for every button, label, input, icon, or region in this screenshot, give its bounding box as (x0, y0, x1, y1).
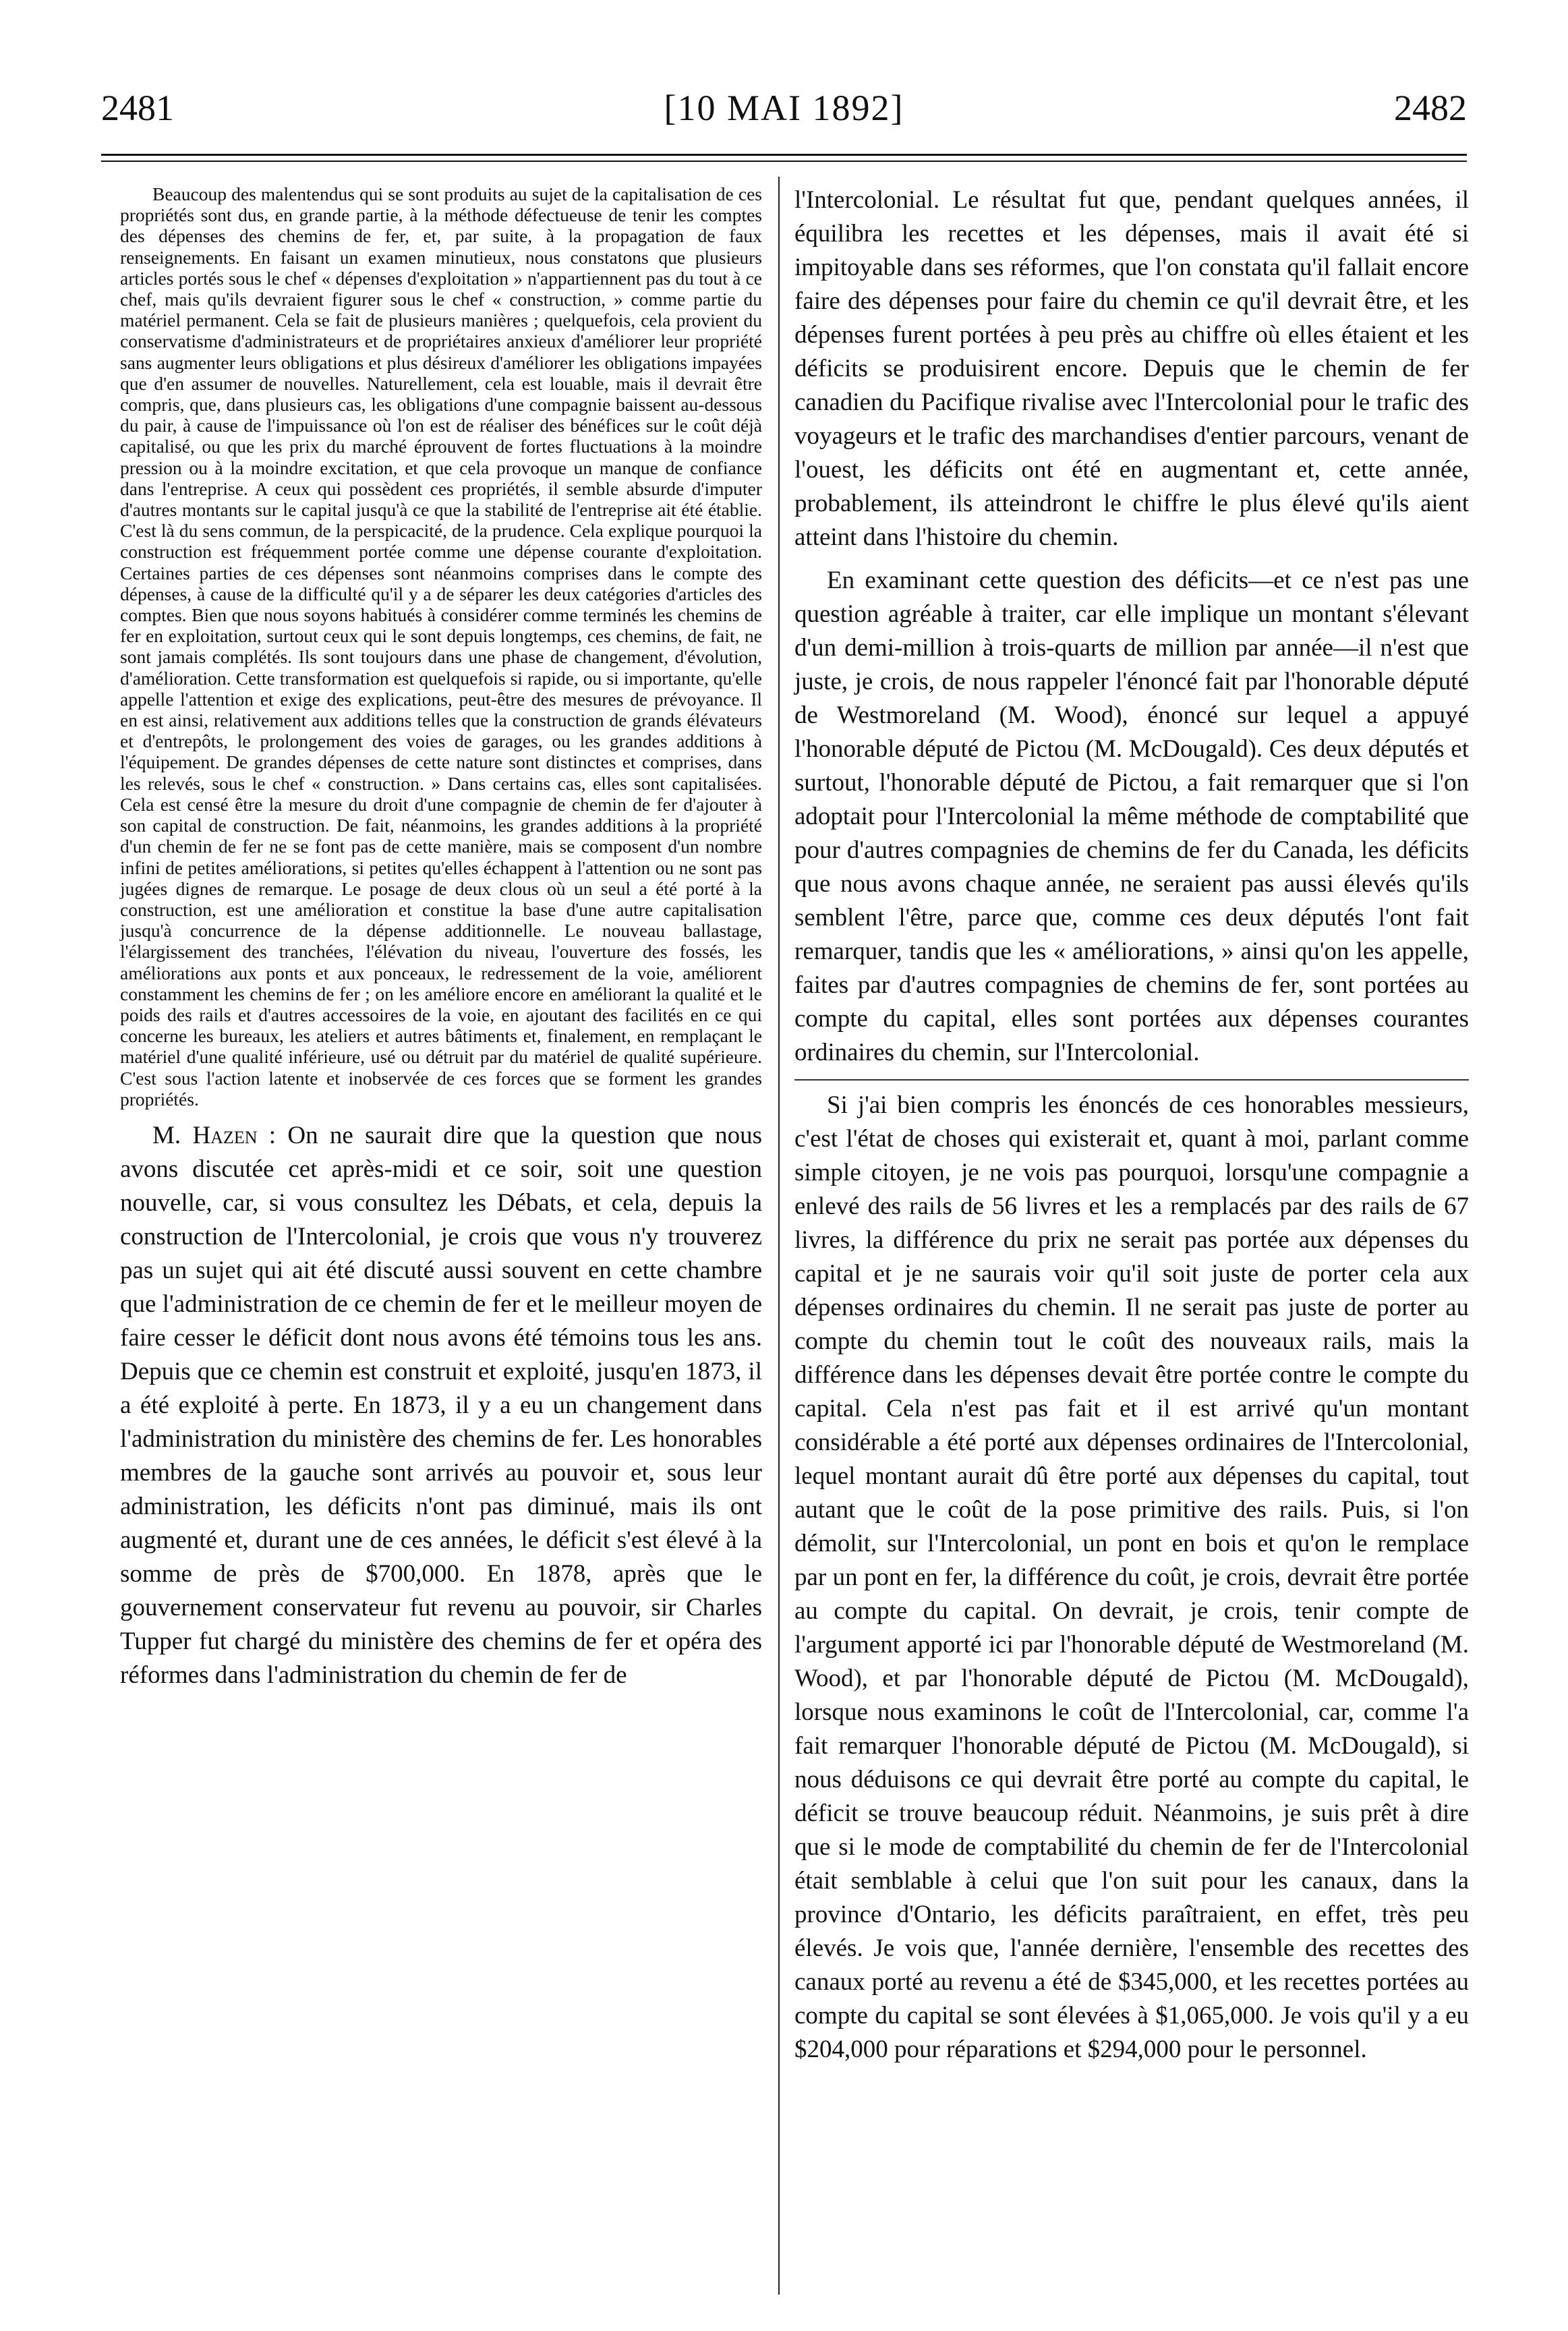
right-page-number: 2482 (1394, 88, 1467, 128)
paragraph-gap (120, 1110, 762, 1119)
session-date: [10 MAI 1892] (664, 88, 904, 128)
right-paragraph-2: En examinant cette question des déficits—et ce n'est pas une question agréable à traiter, car elle implique un montant s'élevant d'un demi-million à trois-quarts de million par année—il n'est que juste, je crois, de nous rappeler l'énoncé fait par l'honorable député de Westmoreland (M. Wood), énoncé sur lequel a appuyé l'honorable député de Pictou (M. McDougald). Ces deux députés et surtout, l'honorable député de Pictou, a fait remarquer que si l'on adoptait pour l'Intercolonial la même méthode de comptabilité que pour d'autres compagnies de chemins de fer du Canada, les déficits que nous avons chaque année, ne seraient pas aussi élevés qu'ils semblent l'être, parce que, comme ces deux députés l'ont fait remarquer, tandis que les « améliorations, » ainsi qu'on les appelle, faites par d'autres compagnies de chemins de fer, sont portées au compte du capital, elles sont portées aux dépenses courantes ordinaires du chemin, sur l'Intercolonial. (794, 567, 1469, 1066)
speaker-name: M. Hazen (152, 1121, 258, 1149)
header-rule-bottom (101, 161, 1467, 162)
left-column (120, 183, 762, 1702)
speech-text: : On ne saurait dire que la question que nous avons discutée cet après-midi et ce soir, soit une question nouvelle, car, si vous consultez les Débats, et cela, depuis la construction de l'Intercolonial, je crois que vous n'y trouverez pas un sujet qui ait été discuté aussi souvent en cette chambre que l'administration de ce chemin de fer et le meilleur moyen de faire cesser le déficit dont nous avons été témoins tous les ans. Depuis que ce chemin est construit et exploité, jusqu'en 1873, il a été exploité à perte. En 1873, il y a eu un changement dans l'administration du ministère des chemins de fer. Les honorables membres de la gauche sont arrivés au pouvoir et, sous leur administration, les déficits n'ont pas diminué, mais ils ont augmenté et, durant une de ces années, le déficit s'est élevé à la somme de près de $700,000. En 1878, après que le gouvernement conservateur fut revenu au pouvoir, sir Charles Tupper fut chargé du ministère des chemins de fer et opéra des réformes dans l'administration du chemin de fer de (120, 1121, 762, 1689)
page-header (101, 81, 1467, 148)
right-paragraph-3: Si j'ai bien compris les énoncés de ces honorables messieurs, c'est l'état de choses qui existerait et, quant à moi, parlant comme simple citoyen, je ne vois pas pourquoi, lorsqu'une compagnie a enlevé des rails de 56 livres et les a remplacés par des rails de 67 livres, la différence du prix ne serait pas portée aux dépenses du capital et je ne saurais voir qu'il soit juste de porter cela aux dépenses ordinaires du chemin. Il ne serait pas juste de porter au compte du chemin tout le coût des nouveaux rails, mais la différence dans les dépenses devait être portée contre le compte du capital. Cela n'est pas fait et il est arrivé qu'un montant considérable a été porté aux dépenses ordinaires de l'Intercolonial, lequel montant aurait dû être porté aux dépenses du capital, tout autant que le coût de la pose primitive des rails. Puis, si l'on démolit, sur l'Intercolonial, un pont en bois et qu'on le remplace par un pont en fer, la différence du coût, je crois, devrait être portée au compte du capital. On devrait, je crois, tenir compte de l'argument apporté ici par l'honorable député de Westmoreland (M. Wood), et par l'honorable député de Pictou (M. McDougald), lorsque nous examinons le coût de l'Intercolonial, car, comme l'a fait remarquer l'honorable député de Pictou (M. McDougald), si nous déduisons ce qui devrait être porté au compte du capital, le déficit se trouve beaucoup réduit. Néanmoins, je suis prêt à dire que si le mode de comptabilité du chemin de fer de l'Intercolonial était semblable à celui que l'on suit pour les canaux, dans la province d'Ontario, les déficits paraîtraient, en effet, très peu élevés. Je vois que, l'année dernière, l'ensemble des recettes des canaux porté au revenu a été de $345,000, et les recettes portées au compte du capital se sont élevées à $1,065,000. Je vois qu'il y a eu $204,000 pour réparations et $294,000 pour le personnel. (794, 1091, 1469, 2063)
header-rule-top (101, 154, 1467, 156)
right-column (794, 183, 1469, 2076)
left-page-number: 2481 (101, 88, 174, 128)
hazen-speech-paragraph (120, 1119, 762, 1692)
right-paragraph-1: l'Intercolonial. Le résultat fut que, pendant quelques années, il équilibra les recettes et les dépenses, mais il avait été si impitoyable dans ses réformes, que l'on constata qu'il fallait encore faire des dépenses pour faire du chemin ce qu'il devrait être, et les dépenses furent portées à peu près au chiffre où elles étaient et les déficits se produisirent encore. Depuis que le chemin de fer canadien du Pacifique rivalise avec l'Intercolonial pour le trafic des voyageurs et le trafic des marchandises d'entier parcours, venant de l'ouest, les déficits ont été en augmentant et, cette année, probablement, ils atteindront le chiffre le plus élevé qu'ils aient atteint dans l'histoire du chemin. (794, 186, 1469, 551)
small-print-paragraph: Beaucoup des malentendus qui se sont produits au sujet de la capitalisation de ces propriétés sont dus, en grande partie, à la méthode défectueuse de tenir les comptes des dépenses des chemins de fer, et, par suite, à la propagation de faux renseignements. En faisant un examen minutieux, nous constatons que plusieurs articles portés sous le chef « dépenses d'exploitation » n'appartiennent pas du tout à ce chef, mais qu'ils devraient figurer sous le chef « construction, » comme partie du matériel permanent. Cela se fait de plusieurs manières ; quelquefois, cela provient du conservatisme d'administrateurs et de propriétaires anxieux d'améliorer leur propriété sans augmenter leurs obligations et plus désireux d'améliorer les obligations impayées que d'en assumer de nouvelles. Naturellement, cela est louable, mais il devrait être compris, que, dans plusieurs cas, les obligations d'une compagnie baissent au-dessous du pair, à cause de l'impuissance où l'on est de réaliser des bénéfices sur le coût déjà capitalisé, ou que les prix du marché éprouvent de fortes fluctuations à la moindre pression ou à la moindre excitation, et que cela provoque un manque de confiance dans l'entreprise. A ceux qui possèdent ces propriétés, il semble absurde d'imputer d'autres montants sur le capital jusqu'à ce que la stabilité de l'entreprise ait été établie. C'est là du sens commun, de la perspicacité, de la prudence. Cela explique pourquoi la construction est fréquemment portée comme une dépense courante d'exploitation. Certaines parties de ces dépenses sont néanmoins comprises dans le compte des dépenses, à cause de la difficulté qu'il y a de séparer les deux catégories d'articles des comptes. Bien que nous soyons habitués à considérer comme terminés les chemins de fer en exploitation, surtout ceux qui le sont depuis longtemps, ces chemins, de fait, ne sont jamais complétés. Ils sont toujours dans une phase de changement, d'évolution, d'amélioration. Cette transformation est quelquefois si rapide, ou si importante, qu'elle appelle l'attention et exige des explications, peut-être des mesures de prévoyance. Il en est ainsi, relativement aux additions telles que la construction de grands élévateurs et d'entrepôts, le prolongement des voies de garages, ou les grandes additions à l'équipement. De grandes dépenses de cette nature sont distinctes et comprises, dans les relevés, sous le chef « construction. » Dans certains cas, elles sont capitalisées. Cela est censé être la mesure du droit d'une compagnie de chemin de fer d'ajouter à son capital de construction. De fait, néanmoins, les grandes additions à la propriété d'un chemin de fer ne se font pas de cette manière, mais se composent d'un nombre infini de petites améliorations, si petites qu'elles échappent à l'attention ou ne sont pas jugées dignes de remarque. Le posage de deux clous où un seul a été porté à la construction, est une amélioration et constitue la base d'une autre capitalisation jusqu'à concurrence de la dépense additionnelle. Le nouveau ballastage, l'élargissement des tranchées, l'élévation du niveau, l'ouverture des fossés, les améliorations aux ponts et aux ponceaux, le redressement de la voie, améliorent constamment les chemins de fer ; on les améliore encore en améliorant la qualité et le poids des rails et d'autres accessoires de la voie, en ajoutant des facilités en ce qui concerne les bureaux, les ateliers et autres bâtiments et, finalement, en remplaçant le matériel d'une qualité inférieure, usé ou détruit par du matériel de qualité supérieure. C'est sous l'action latente et inobservée de ces forces que se forment les grandes propriétés. (120, 183, 762, 1110)
column-divider (778, 177, 780, 2295)
paragraph-separator (794, 1079, 1469, 1081)
